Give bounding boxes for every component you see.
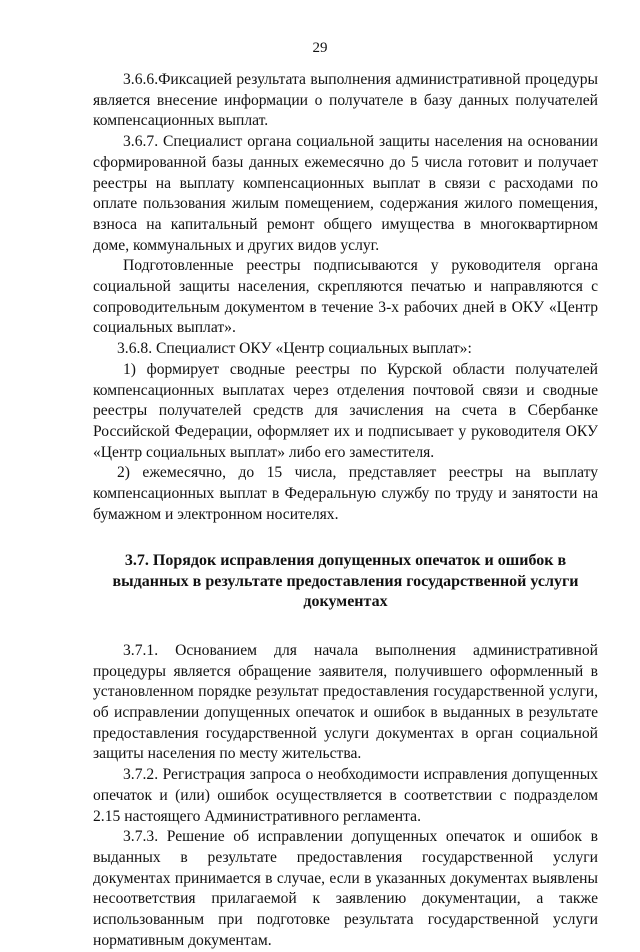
paragraph-3-6-7: 3.6.7. Специалист органа социальной защиты населения на основании сформированной базы данных ежемесячно до 5 числа готовит и получает реестры на выплату компенсационных выплат в связи с расходами по оплате пользования жилым помещением, содержания жилого помещения, взноса на капитальный ремонт общего имущества в многоквартирном доме, коммунальных и других видов услуг.: [93, 133, 598, 254]
section-heading-3-7: 3.7. Порядок исправления допущенных опечаток и ошибок в выданных в результате предоставления государственной услуги документах: [112, 552, 579, 611]
paragraph-3-6-8: 3.6.8. Специалист ОКУ «Центр социальных выплат»:: [117, 340, 472, 358]
paragraph-3-7-2: 3.7.2. Регистрация запроса о необходимости исправления допущенных опечаток и (или) ошибок осуществляется в соответствии с подразделом 2.15 настоящего Административного регламента.: [93, 766, 598, 825]
paragraph-registries: Подготовленные реестры подписываются у руководителя органа социальной защиты населения, скрепляются печатью и направляются с сопроводительным документом в течение 3-х рабочих дней в ОКУ «Центр социальных выплат».: [93, 257, 598, 337]
list-item-1: 1) формирует сводные реестры по Курской области получателей компенсационных выплатах через отделения почтовой связи и сводные реестры получателей средств для зачисления на счета в Сбербанке Российской Федерации, оформляет их и подписывает у руководителя ОКУ «Центр социальных выплат» либо его заместителя.: [93, 360, 598, 461]
list-item-2: 2) ежемесячно, до 15 числа, представляет реестры на выплату компенсационных выплат в Федеральную службу по труду и занятости на бумажном и электронном носителях.: [93, 464, 598, 523]
page-number: 29: [312, 40, 328, 56]
paragraph-3-7-1: 3.7.1. Основанием для начала выполнения административной процедуры является обращение заявителя, получившего оформленный в установленном порядке результат предоставления государственной услуги, об исправлении допущенных опечаток и ошибок в выданных в результате предоставления государственной услуги документах в орган социальной защиты населения по месту жительства.: [93, 641, 598, 763]
paragraph-3-7-3: 3.7.3. Решение об исправлении допущенных опечаток и ошибок в выданных в результате предоставления государственной услуги документах принимается в случае, если в указанных документах выявлены несоответствия прилагаемой к заявлению документации, а также использованным при подготовке результата государственной услуги нормативным документам.: [93, 828, 598, 949]
paragraph-3-6-6: 3.6.6.Фиксацией результата выполнения административной процедуры является внесение информации о получателе в базу данных получателей компенсационных выплат.: [93, 71, 598, 130]
document-body: [93, 70, 598, 952]
